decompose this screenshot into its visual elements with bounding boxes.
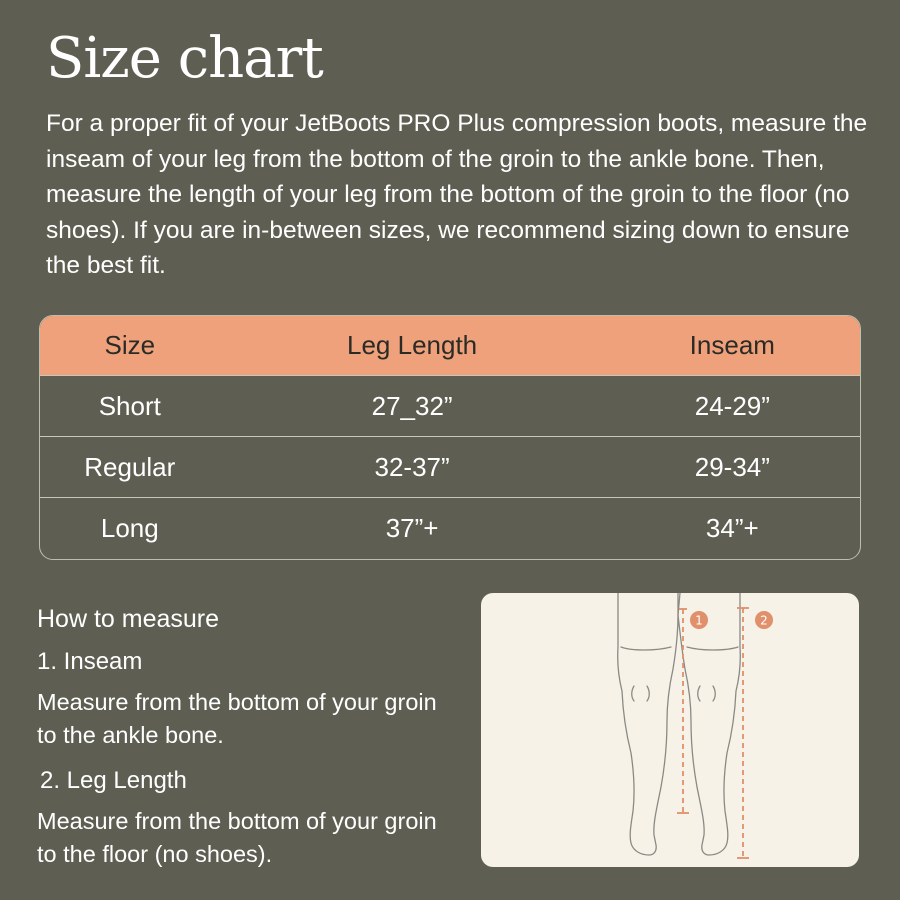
inseam-measure-line <box>677 609 689 813</box>
left-knee-mark <box>632 686 634 701</box>
right-leg-outline <box>678 593 740 855</box>
inseam-cell: 24-29” <box>694 390 770 421</box>
size-cell: Short <box>98 390 161 421</box>
right-knee-mark <box>698 686 700 701</box>
header-inseam: Inseam <box>689 330 775 360</box>
table-row <box>40 375 860 436</box>
intro-paragraph: For a proper fit of your JetBoots PRO Plus compression boots, measure the inseam of your leg from the bottom of the groin to the ankle bone. Then, measure the length of your leg from the bottom of the groin to the floor (no shoes). If you are in-between sizes, we recommend sizing down to ensure the best fit. <box>46 110 868 279</box>
marker-1-label: 1 <box>695 613 703 628</box>
step-inseam-description: Measure from the bottom of your groin to the ankle bone. <box>37 689 437 748</box>
leg-length-cell: 32-37” <box>374 451 450 482</box>
legs-illustration <box>481 593 859 867</box>
table-row <box>40 497 860 558</box>
size-cell: Regular <box>84 451 176 482</box>
leg-length-cell: 37”+ <box>385 512 439 543</box>
page-title: Size chart <box>46 26 323 91</box>
how-to-measure-heading: How to measure <box>37 605 220 633</box>
marker-1-badge <box>690 611 708 629</box>
step-leg-length-title: 2. Leg Length <box>40 767 187 794</box>
inseam-cell: 29-34” <box>694 451 770 482</box>
table-header-row <box>40 316 860 375</box>
table-row <box>40 436 860 497</box>
header-leg-length: Leg Length <box>347 330 478 360</box>
leg-length-measure-line <box>737 608 749 858</box>
marker-2-label: 2 <box>760 613 768 628</box>
inseam-cell: 34”+ <box>705 512 759 543</box>
left-leg-outline <box>618 593 678 855</box>
step-inseam-title: 1. Inseam <box>37 648 143 675</box>
step-leg-length-description: Measure from the bottom of your groin to the floor (no shoes). <box>37 808 437 867</box>
header-size: Size <box>104 330 156 360</box>
measurement-diagram <box>481 593 859 867</box>
leg-length-cell: 27_32” <box>371 390 453 421</box>
marker-2-badge <box>755 611 773 629</box>
size-cell: Long <box>100 512 159 543</box>
size-table <box>39 315 861 560</box>
